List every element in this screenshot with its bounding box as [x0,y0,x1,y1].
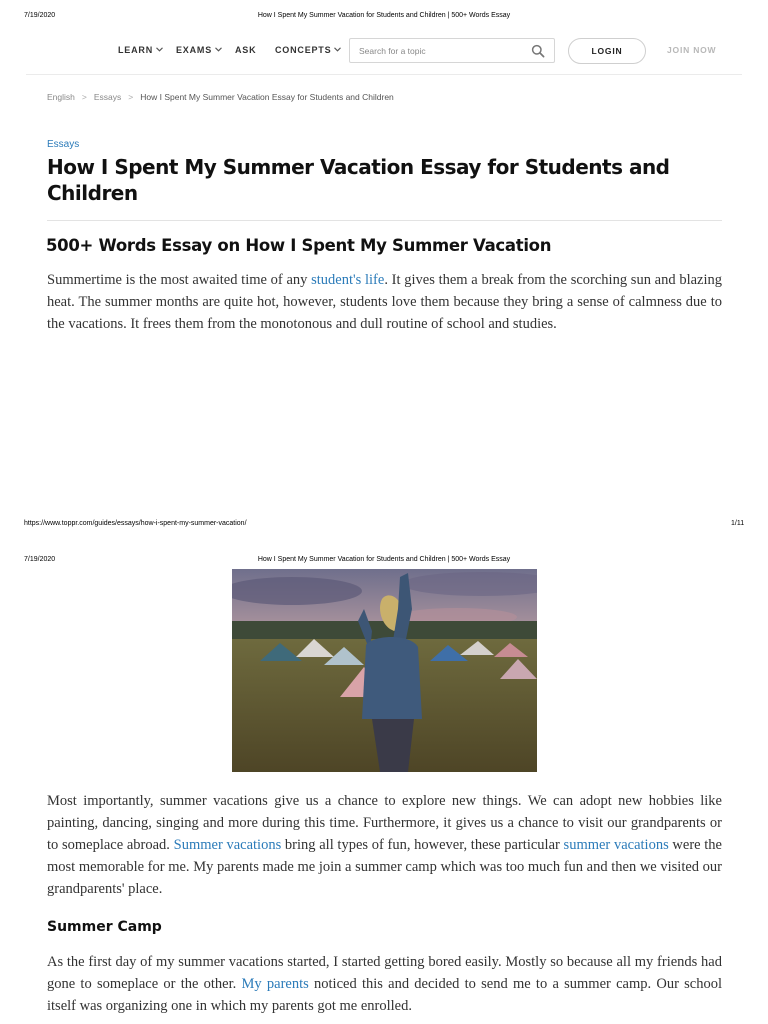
paragraph-text: were the most memorable for me. My parents made me join a summer camp which was too much fun and then we visited our grandparents' place. [47,837,722,897]
paragraph-summer-camp [47,951,722,1017]
paragraph-text: As the first day of my summer vacations started, I started getting bored easily. Mostly so because all my friends had gone to someplace or the other. [47,954,722,992]
breadcrumb-essays[interactable]: Essays [93,92,122,102]
breadcrumb-current: How I Spent My Summer Vacation Essay for Students and Children [140,92,394,102]
nav-learn-label: LEARN [118,45,153,55]
paragraph-intro [47,269,722,335]
category-link[interactable]: Essays [47,139,80,150]
chevron-down-icon [334,47,341,52]
breadcrumb [47,92,394,102]
nav-concepts[interactable] [275,45,341,55]
print-date: 7/19/2020 [24,556,56,563]
paragraph-text: Most importantly, summer vacations give us a chance to explore new things. We can adopt new hobbies like painting, dancing, singing and more during this time. Furthermore, it gives us a chance to visit our grandparents or to someplace abroad. [47,793,722,853]
search-icon[interactable] [531,44,545,58]
top-navigation [0,37,768,65]
page-title: How I Spent My Summer Vacation Essay for Students and Children [47,155,670,205]
nav-exams[interactable] [176,45,222,55]
join-now-button[interactable]: JOIN NOW [667,45,717,55]
paragraph-text: bring all types of fun, however, these particular [281,837,564,853]
header-divider [26,74,742,75]
breadcrumb-separator: > [81,92,87,102]
search-box [349,38,555,63]
paragraph-text: Summertime is the most awaited time of any [47,272,312,288]
paragraph-text: noticed this and decided to send me to a summer camp. Our school itself was organizing one in which my parents got me enrolled. [47,976,722,1014]
paragraph-text: . It gives them a break from the scorching sun and blazing heat. The summer months are quite hot, however, students love them because they bring a sense of calmness due to the vacations. It frees them from the monotonous and dull routine of school and studies. [47,272,722,332]
breadcrumb-english[interactable]: English [47,92,75,102]
nav-learn[interactable] [118,45,163,55]
print-doc-title: How I Spent My Summer Vacation for Students and Children | 500+ Words Essay [257,12,511,19]
print-date: 7/19/2020 [24,12,56,19]
link-summer-vacations-2[interactable]: summer vacations [563,837,669,853]
paragraph-explore [47,790,722,900]
print-doc-title: How I Spent My Summer Vacation for Students and Children | 500+ Words Essay [257,556,511,563]
title-divider [47,220,722,221]
nav-concepts-label: CONCEPTS [275,45,332,55]
article-subtitle: 500+ Words Essay on How I Spent My Summer Vacation [46,236,552,255]
nav-exams-label: EXAMS [176,45,213,55]
link-students-life[interactable]: student's life [311,272,385,288]
link-my-parents[interactable]: My parents [241,976,309,992]
print-page-number: 1/11 [731,520,745,527]
nav-ask[interactable] [235,45,256,55]
chevron-down-icon [215,47,222,52]
link-summer-vacations[interactable]: Summer vacations [173,837,282,853]
chevron-down-icon [156,47,163,52]
breadcrumb-separator: > [128,92,134,102]
print-url: https://www.toppr.com/guides/essays/how-i-spent-my-summer-vacation/ [24,520,247,527]
login-button[interactable]: LOGIN [568,38,646,64]
nav-ask-label: ASK [235,45,257,55]
summer-camp-photo [232,569,537,772]
heading-summer-camp: Summer Camp [47,919,162,935]
search-input[interactable] [359,44,529,58]
